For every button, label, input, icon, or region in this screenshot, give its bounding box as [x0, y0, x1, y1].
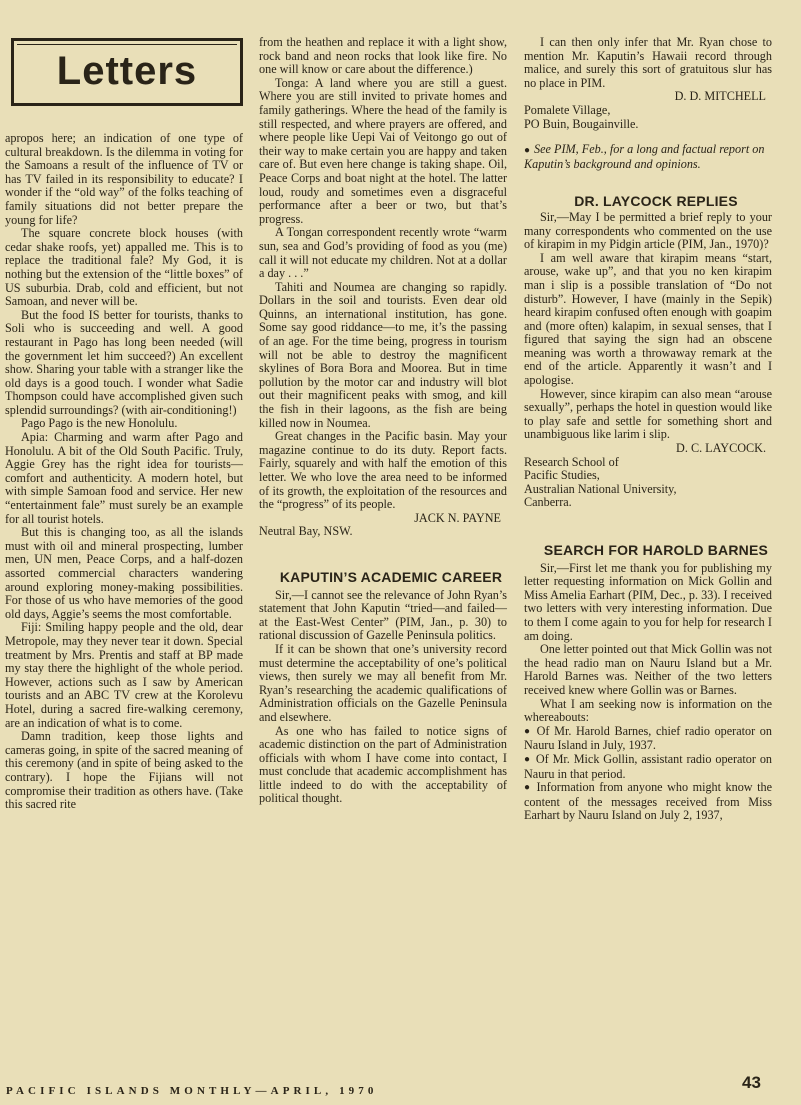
letter-paragraph: Sir,—First let me thank you for publishing my letter requesting information on Mick Gollin and Miss Amelia Earhart (PIM, Dec., p. 33). I received two letters with very interesting information. Due to them I come again to you for help for research I am doing. [524, 560, 772, 643]
heading-kaputin: KAPUTIN’S ACADEMIC CAREER [279, 568, 503, 585]
bullet-item: ● Of Mr. Harold Barnes, chief radio operator on Nauru Island in July, 1937. [524, 725, 772, 753]
col3-intro-paragraph: I can then only infer that Mr. Ryan chose to mention Mr. Kaputin’s Hawaii record through malice, and surely this sort of gratuitous slur has no place in PIM. [524, 35, 772, 90]
address-line: Australian National University, [524, 481, 677, 496]
address-line: Canberra. [524, 495, 572, 510]
letter-paragraph: Tahiti and Noumea are changing so rapidly. Dollars in the soil and tourists. Even dear old Quinns, an international institution, has gone. Some say good riddance—to me, it’s the passing of an age. For the time being, progress in tourism will not be able to destroy the magnificent skylines of Bora Bora and Moorea. But in time pollution by the motor car and industry will blot out their magnificent peaks with smog, and kill the fish in their lagoons, as the fish are being killed now in Noumea. [259, 279, 507, 430]
letter-paragraph: Damn tradition, keep those lights and cameras going, in spite of the sacred meaning of this ceremony (and in spite of being asked to the contrary). I hope the Fijians will not compromise their tradition as others have. (Take this sacred rite [5, 729, 243, 812]
bullet-item: ● Of Mr. Mick Gollin, assistant radio operator on Nauru in that period. [524, 753, 772, 781]
address-line: Pacific Studies, [524, 468, 600, 483]
letters-logo-box [11, 38, 243, 106]
editor-note-text: See PIM, Feb., for a long and factual report on Kaputin’s background and opinions. [524, 142, 765, 171]
address-mitchell-2: PO Buin, Bougainville. [524, 116, 639, 131]
letter-paragraph: Pago Pago is the new Honolulu. [21, 416, 178, 431]
barnes-bullet-list [524, 725, 772, 823]
kaputin-letter-body [259, 589, 507, 807]
letter-paragraph: apropos here; an indication of one type of cultural breakdown. Is the dilemma in voting for the Samoans a result of the influence of TV or has TV failed in its responsibility to educate? I wonder if the “old way” of the folks teaching of family situations did not better prepare the young for life? [5, 131, 243, 227]
letter-paragraph: But the food IS better for tourists, thanks to Soli who is succeeding and well. A good restaurant in Pago has long been needed (will the government let him succeed?) An excellent show. Sharing your table with a stranger like the old days is a good touch. I wonder what Sadie Thompson could have accomplished given such splendid surroundings? (with air-conditioning!) [5, 307, 243, 417]
address-laycock [524, 456, 772, 510]
heading-laycock: DR. LAYCOCK REPLIES [574, 193, 738, 210]
address-line: Research School of [524, 454, 619, 469]
column-2 [259, 36, 507, 806]
editor-note [524, 143, 772, 171]
letter-paragraph: One letter pointed out that Mick Gollin was not the head radio man on Nauru Island but a Mr. Harold Barnes was. Neither of the two letters received knew where Gollin was or Barnes. [524, 642, 772, 697]
letter-paragraph: Sir,—May I be permitted a brief reply to your many correspondents who commented on the use of kirapim in my Pidgin article (PIM, Jan., 1970)? [524, 209, 772, 252]
letter-paragraph: What I am seeking now is information on the whereabouts: [524, 696, 772, 725]
column-3 [524, 36, 772, 823]
page-footer: PACIFIC ISLANDS MONTHLY—APRIL, 1970 [6, 1085, 378, 1097]
letter-paragraph: Great changes in the Pacific basin. May your magazine continue to do its duty. Report facts. Fairly, squarely and with half the emotion of this letter. We who love the area need to be informed of its growth, the exploitation of the resources and the “progress” of its people. [259, 429, 507, 512]
signature-mitchell: D. D. MITCHELL [674, 89, 766, 104]
letter-paragraph: I am well aware that kirapim means “start, arouse, wake up”, and that you no ken kirapim man i slip is a possible translation of “Do not disturb”. However, I have (mainly in the Sepik) heard kirapim confused often enough with goapim and (more often) kalapim, in sexual senses, that I figured that saying the sign had an obscene meaning was worth a throwaway remark at the end of the article. Apparently it wasn’t and I apologise. [524, 250, 772, 388]
address-payne: Neutral Bay, NSW. [259, 524, 353, 539]
letter-paragraph: Fiji: Smiling happy people and the old, dear Metropole, may they never tear it down. Special treatment by Mrs. Prentis and staff at BP made my stay there the highlight of the whole period. However, actions such as I saw by American tourists and an ABC TV crew at the Korolevu Hotel, during a sacred fire-walking ceremony, are an indication of what is to come. [5, 620, 243, 730]
letter-paragraph: Sir,—I cannot see the relevance of John Ryan’s statement that John Kaputin “tried—and failed—at the East-West Center” (PIM, Jan., p. 30) to rational discussion of Gazelle Peninsula politics. [259, 587, 507, 643]
column-1-body [5, 132, 243, 812]
column-1 [5, 132, 243, 812]
letter-paragraph: from the heathen and replace it with a light show, rock band and neon rocks that look like fire. No one will know or care about the difference.) [259, 35, 507, 77]
letter-paragraph: Apia: Charming and warm after Pago and Honolulu. A bit of the Old South Pacific. Truly, Aggie Grey has the right idea for tourists—comfort and authenticity. A modern hotel, but with simple Samoan food and service. Her new “entertainment fale” must surely be an example for all tourist hotels. [5, 430, 243, 526]
heading-barnes: SEARCH FOR HAROLD BARNES [543, 542, 769, 558]
laycock-letter-body [524, 211, 772, 442]
barnes-letter-body [524, 562, 772, 725]
signature-laycock: D. C. LAYCOCK. [676, 441, 766, 456]
bullet-item: ● Information from anyone who might know the content of the messages received from Miss Earhart by Nauru Island on July 2, 1937, [524, 781, 772, 823]
letter-paragraph: As one who has failed to notice signs of academic distinction on the part of Administration officials with whom I have come into contact, I must conclude that academic accomplishment has little indeed to do with the acceptability of political thought. [259, 723, 507, 806]
letter-paragraph: A Tongan correspondent recently wrote “warm sun, sea and God’s providing of food as you (me) call it will not educate my children. Not at a dollar a day . . .” [259, 225, 507, 281]
letter-paragraph: But this is changing too, as all the islands must with oil and mineral prospecting, lumber men, UN men, Peace Corps, and a half-dozen assorted commercial characters wandering around exploring money-making possibilities. For those of us who have memories of the good old days, Aggie’s seems the most comfortable. [5, 525, 243, 621]
letter-paragraph: The square concrete block houses (with cedar shake roofs, yet) appalled me. This is to replace the traditional fale? My God, it is nothing but the extension of the “little boxes” of US suburbia. Drab, cold and efficient, but not Samoan, and never will be. [5, 226, 243, 309]
bullet-icon: ● [524, 145, 531, 157]
letter-paragraph: However, since kirapim can also mean “arouse sexually”, perhaps the hotel in question would like to play safe and settle for something short and unambiguous like larim i slip. [524, 386, 772, 442]
page-number: 43 [742, 1073, 761, 1092]
signature-payne: JACK N. PAYNE [414, 510, 501, 525]
letter-paragraph: Tonga: A land where you are still a guest. Where you are still invited to private homes and family gatherings. Where the head of the family is still respected, and where prayers are offered, and where people like Uepi Vai of Veitongo go out of their way to make certain you are happy and taken care of. But even here change is taking shape. Oil, Peace Corps and boat night at the hotel. The latter loud, roudy and sometimes even a disgraceful performance after a beer or two, but that’s progress. [259, 75, 507, 226]
section-title: Letters [56, 49, 198, 93]
column-2-body [259, 36, 507, 512]
address-mitchell-1: Pomalete Village, [524, 102, 611, 117]
letter-paragraph: If it can be shown that one’s university record must determine the acceptability of one’s political views, then surely we may all benefit from Mr. Ryan’s researching the academic qualifications of Administration officials on the Gazelle Peninsula and elsewhere. [259, 641, 507, 724]
